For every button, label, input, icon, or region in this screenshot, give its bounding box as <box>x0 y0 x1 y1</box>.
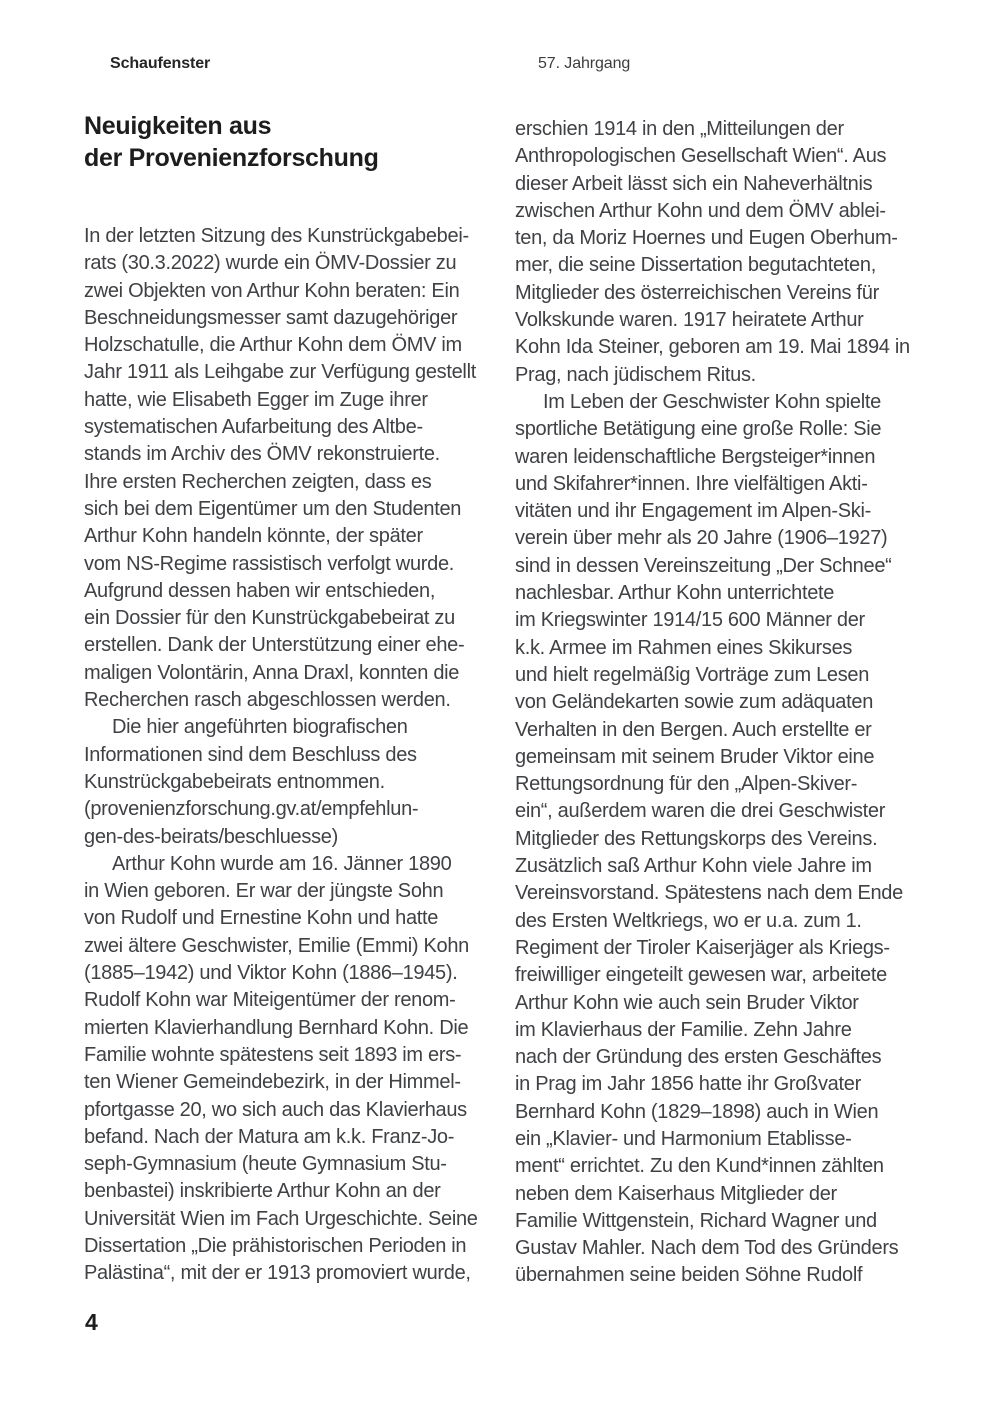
text-line: zwischen Arthur Kohn und dem ÖMV ablei- <box>515 199 886 222</box>
text-line: k.k. Armee im Rahmen eines Skikurses <box>515 636 853 659</box>
text-line: waren leidenschaftliche Bergsteiger*innen <box>515 445 876 468</box>
text-line: im Klavierhaus der Familie. Zehn Jahre <box>515 1018 852 1041</box>
text-line: hatte, wie Elisabeth Egger im Zuge ihrer <box>84 388 428 411</box>
text-line: stands im Archiv des ÖMV rekonstruierte. <box>84 443 440 466</box>
text-line: systematischen Aufarbeitung des Altbe- <box>84 416 423 439</box>
text-line: (provenienzforschung.gv.at/empfehlun- <box>84 798 419 821</box>
running-head-section: Schaufenster <box>110 55 211 72</box>
text-line: benbastei) inskribierte Arthur Kohn an der <box>84 1180 441 1203</box>
text-line: Zusätzlich saß Arthur Kohn viele Jahre im <box>515 855 872 878</box>
text-line: Arthur Kohn handeln könnte, der später <box>84 525 423 548</box>
paragraph <box>84 851 516 1288</box>
text-line: Vereinsvorstand. Spätestens nach dem Ende <box>515 882 903 905</box>
running-head-edition: 57. Jahrgang <box>538 55 631 72</box>
text-line: (1885–1942) und Viktor Kohn (1886–1945). <box>84 962 458 985</box>
text-line: Kohn Ida Steiner, geboren am 19. Mai 1894 in <box>515 336 910 359</box>
text-line: seph-Gymnasium (heute Gymnasium Stu- <box>84 1153 447 1176</box>
text-line: ten Wiener Gemeindebezirk, in der Himmel- <box>84 1071 461 1094</box>
text-line: nachlesbar. Arthur Kohn unterrichtete <box>515 582 835 605</box>
text-line: sind in dessen Vereinszeitung „Der Schnee“ <box>515 554 892 577</box>
text-line: Gustav Mahler. Nach dem Tod des Gründers <box>515 1237 899 1260</box>
text-line: Universität Wien im Fach Urgeschichte. Seine <box>84 1207 478 1230</box>
text-line: Die hier angeführten biografischen <box>112 716 408 739</box>
text-line: im Kriegswinter 1914/15 600 Männer der <box>515 609 865 632</box>
text-line: Volkskunde waren. 1917 heiratete Arthur <box>515 309 864 332</box>
article-title-line-1: Neuigkeiten aus <box>84 112 272 140</box>
text-line: in Wien geboren. Er war der jüngste Sohn <box>84 880 444 903</box>
text-line: ten, da Moriz Hoernes und Eugen Oberhum- <box>515 227 898 250</box>
text-line: des Ersten Weltkriegs, wo er u.a. zum 1. <box>515 909 862 932</box>
text-line: befand. Nach der Matura am k.k. Franz-Jo- <box>84 1125 455 1148</box>
text-line: Bernhard Kohn (1829–1898) auch in Wien <box>515 1100 879 1123</box>
text-line: pfortgasse 20, wo sich auch das Klavierhaus <box>84 1098 467 1121</box>
text-line: Im Leben der Geschwister Kohn spielte <box>543 390 881 413</box>
text-line: Aufgrund dessen haben wir entschieden, <box>84 579 436 602</box>
text-line: freiwilliger eingeteilt gewesen war, arbeitete <box>515 964 887 987</box>
text-line: mierten Klavierhandlung Bernhard Kohn. Die <box>84 1016 469 1039</box>
text-line: Mitglieder des Rettungskorps des Vereins. <box>515 827 878 850</box>
text-column-right <box>515 116 947 1290</box>
text-line: Beschneidungsmesser samt dazugehöriger <box>84 306 458 329</box>
text-line: erschien 1914 in den „Mitteilungen der <box>515 118 844 140</box>
text-line: ment“ errichtet. Zu den Kund*innen zählten <box>515 1155 884 1178</box>
text-line: und hielt regelmäßig Vorträge zum Lesen <box>515 663 870 686</box>
text-line: in Prag im Jahr 1856 hatte ihr Großvater <box>515 1073 861 1096</box>
text-line: dieser Arbeit lässt sich ein Naheverhältnis <box>515 172 873 195</box>
text-line: verein über mehr als 20 Jahre (1906–1927) <box>515 527 888 550</box>
paragraph <box>515 389 947 1290</box>
text-line: Regiment der Tiroler Kaiserjäger als Kriegs- <box>515 936 890 959</box>
text-line: Recherchen rasch abgeschlossen werden. <box>84 689 451 712</box>
article-title <box>84 110 379 174</box>
text-line: gemeinsam mit seinem Bruder Viktor eine <box>515 745 875 768</box>
text-line: von Geländekarten sowie zum adäquaten <box>515 691 874 714</box>
text-line: Informationen sind dem Beschluss des <box>84 743 417 766</box>
text-line: und Skifahrer*innen. Ihre vielfältigen Akti- <box>515 472 868 495</box>
text-line: Familie wohnte spätestens seit 1893 im ers- <box>84 1043 462 1066</box>
paragraph <box>84 714 516 850</box>
text-line: gen-des-beirats/beschluesse) <box>84 825 338 848</box>
text-column-left <box>84 223 516 1288</box>
text-line: sportliche Betätigung eine große Rolle: Sie <box>515 418 882 441</box>
text-line: Jahr 1911 als Leihgabe zur Verfügung gestellt <box>84 361 476 384</box>
text-line: Rettungsordnung für den „Alpen-Skiver- <box>515 773 858 796</box>
text-line: Prag, nach jüdischem Ritus. <box>515 363 756 386</box>
text-line: In der letzten Sitzung des Kunstrückgabebei- <box>84 225 469 247</box>
text-line: vom NS-Regime rassistisch verfolgt wurde. <box>84 552 455 575</box>
text-line: mer, die seine Dissertation begutachteten, <box>515 254 876 277</box>
page-number: 4 <box>85 1309 98 1335</box>
text-line: Rudolf Kohn war Miteigentümer der renom- <box>84 989 456 1012</box>
text-line: Anthropologischen Gesellschaft Wien“. Aus <box>515 145 887 168</box>
text-line: Ihre ersten Recherchen zeigten, dass es <box>84 470 432 493</box>
paragraph <box>515 116 947 389</box>
text-line: Kunstrückgabebeirats entnommen. <box>84 770 385 793</box>
text-line: Dissertation „Die prähistorischen Perioden in <box>84 1234 467 1257</box>
text-line: zwei ältere Geschwister, Emilie (Emmi) Kohn <box>84 934 469 957</box>
text-line: nach der Gründung des ersten Geschäftes <box>515 1046 882 1069</box>
text-line: neben dem Kaiserhaus Mitglieder der <box>515 1182 837 1205</box>
text-line: rats (30.3.2022) wurde ein ÖMV-Dossier zu <box>84 252 457 275</box>
text-line: von Rudolf und Ernestine Kohn und hatte <box>84 907 439 930</box>
text-line: Arthur Kohn wurde am 16. Jänner 1890 <box>112 852 452 875</box>
text-line: Arthur Kohn wie auch sein Bruder Viktor <box>515 991 859 1014</box>
text-line: übernahmen seine beiden Söhne Rudolf <box>515 1264 863 1287</box>
text-line: Verhalten in den Bergen. Auch erstellte er <box>515 718 872 741</box>
text-line: erstellen. Dank der Unterstützung einer ehe- <box>84 634 465 657</box>
article-title-line-2: der Provenienzforschung <box>84 144 379 172</box>
text-line: maligen Volontärin, Anna Draxl, konnten die <box>84 661 460 684</box>
text-line: sich bei dem Eigentümer um den Studenten <box>84 497 462 520</box>
text-line: zwei Objekten von Arthur Kohn beraten: Ein <box>84 279 460 302</box>
text-line: Familie Wittgenstein, Richard Wagner und <box>515 1209 877 1232</box>
text-line: ein Dossier für den Kunstrückgabebeirat zu <box>84 607 455 630</box>
text-line: Holzschatulle, die Arthur Kohn dem ÖMV im <box>84 334 462 357</box>
text-line: ein „Klavier- und Harmonium Etablisse- <box>515 1127 852 1150</box>
paragraph <box>84 223 516 714</box>
text-line: vitäten und ihr Engagement im Alpen-Ski- <box>515 500 871 523</box>
text-line: Mitglieder des österreichischen Vereins für <box>515 281 879 304</box>
text-line: Palästina“, mit der er 1913 promoviert wurde, <box>84 1262 471 1285</box>
text-line: ein“, außerdem waren die drei Geschwister <box>515 800 886 823</box>
